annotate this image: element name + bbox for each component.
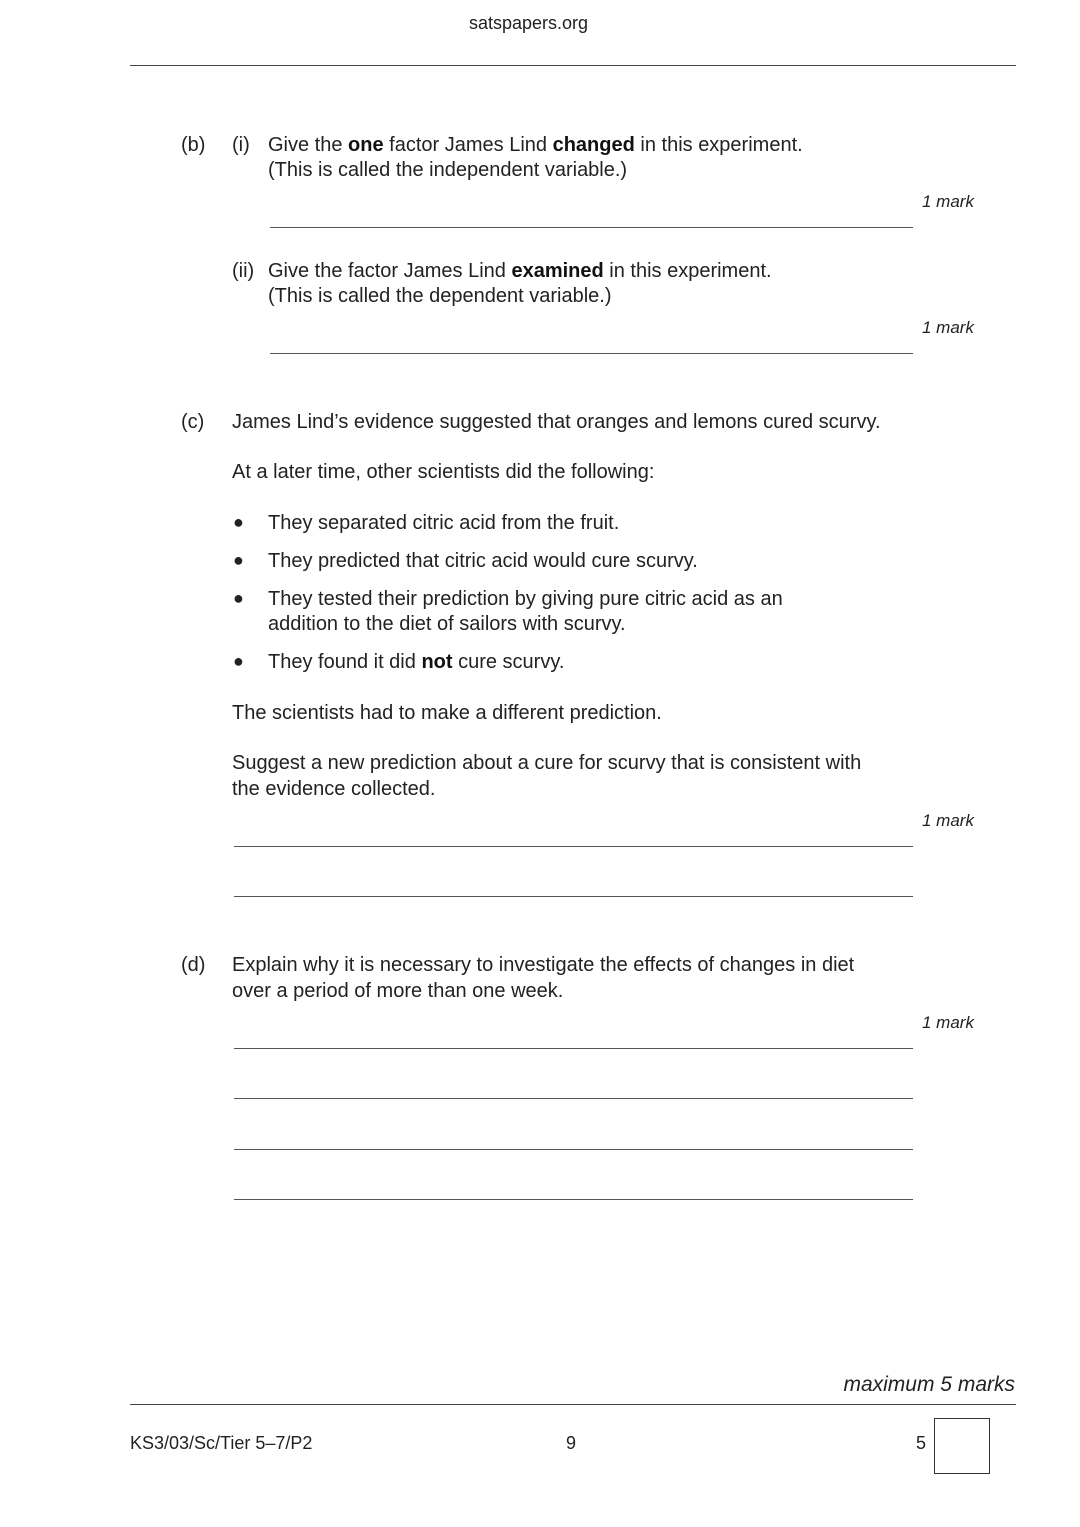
part-d-label: (d)	[181, 954, 206, 976]
c-question-2: the evidence collected.	[232, 778, 436, 800]
marks-box	[934, 1418, 990, 1474]
d-question-1: Explain why it is necessary to investigate the effects of changes in diet	[232, 954, 855, 976]
answer-line-d-4[interactable]	[234, 1199, 913, 1200]
c-bullet-3: They tested their prediction by giving pure citric acid as an	[268, 588, 783, 610]
answer-line-b-i[interactable]	[270, 227, 913, 228]
d-question-2: over a period of more than one week.	[232, 980, 564, 1002]
part-b-label: (b)	[181, 134, 206, 156]
answer-line-c-1[interactable]	[234, 846, 913, 847]
page-number: 9	[566, 1433, 577, 1453]
part-c-label: (c)	[181, 411, 205, 433]
site-header: satspapers.org	[469, 13, 589, 33]
mark-b-i: 1 mark	[922, 192, 974, 211]
c-bullet-3-cont: addition to the diet of sailors with scurvy.	[268, 613, 626, 635]
c-bullet-4: They found it did not cure scurvy.	[268, 651, 565, 673]
bullet-icon: ●	[233, 651, 244, 671]
total-marks: 5	[916, 1433, 927, 1453]
bullet-icon: ●	[233, 550, 244, 570]
header-rule	[130, 65, 1016, 66]
answer-line-d-2[interactable]	[234, 1098, 913, 1099]
c-bullet-2: They predicted that citric acid would cure scurvy.	[268, 550, 698, 572]
maximum-marks: maximum 5 marks	[843, 1373, 1015, 1396]
mark-d: 1 mark	[922, 1013, 974, 1032]
answer-line-c-2[interactable]	[234, 896, 913, 897]
bullet-icon: ●	[233, 588, 244, 608]
c-intro: James Lind’s evidence suggested that oranges and lemons cured scurvy.	[232, 411, 881, 433]
mark-c: 1 mark	[922, 811, 974, 830]
question-b-ii-note: (This is called the dependent variable.)	[268, 285, 612, 307]
question-b-ii: Give the factor James Lind examined in this experiment.	[268, 260, 772, 282]
paper-code: KS3/03/Sc/Tier 5–7/P2	[130, 1433, 313, 1453]
answer-line-d-3[interactable]	[234, 1149, 913, 1150]
answer-line-d-1[interactable]	[234, 1048, 913, 1049]
mark-b-ii: 1 mark	[922, 318, 974, 337]
c-different: The scientists had to make a different prediction.	[232, 702, 662, 724]
c-later: At a later time, other scientists did the following:	[232, 461, 655, 483]
c-bullet-1: They separated citric acid from the fruit.	[268, 512, 620, 534]
footer-rule	[130, 1404, 1016, 1405]
part-b-ii-label: (ii)	[232, 260, 255, 282]
answer-line-b-ii[interactable]	[270, 353, 913, 354]
c-question-1: Suggest a new prediction about a cure for scurvy that is consistent with	[232, 752, 862, 774]
bullet-icon: ●	[233, 512, 244, 532]
part-b-i-label: (i)	[232, 134, 250, 156]
question-b-i-note: (This is called the independent variable.)	[268, 159, 628, 181]
question-b-i: Give the one factor James Lind changed in this experiment.	[268, 134, 803, 156]
